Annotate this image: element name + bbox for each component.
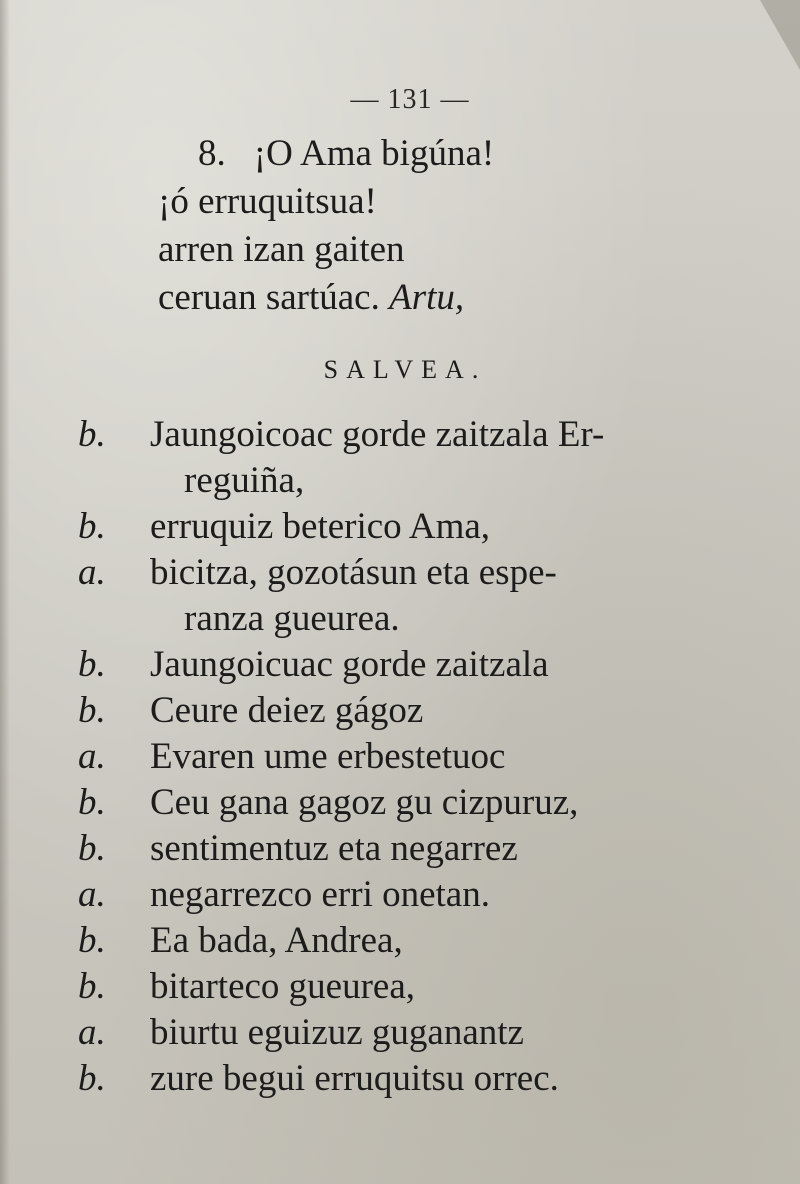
section-title: SALVEA. — [323, 355, 487, 384]
line-text: sentimentuz eta negarrez — [150, 828, 518, 869]
page-corner-fold — [760, 0, 800, 70]
verse-8-line-4 — [158, 274, 494, 322]
prayer-line — [78, 642, 778, 688]
verse-8-line-2: ¡ó erruquitsua! — [158, 181, 377, 222]
prayer-line-continuation — [78, 458, 778, 504]
prayer-line — [78, 550, 778, 596]
line-marker: b. — [78, 828, 106, 869]
prayer-line — [78, 964, 778, 1010]
prayer-line — [78, 780, 778, 826]
line-marker: b. — [78, 1058, 106, 1099]
line-text: zure begui erruquitsu orrec. — [150, 1058, 559, 1099]
prayer-line — [78, 918, 778, 964]
prayer-line — [78, 1056, 778, 1102]
line-text: negarrezco erri onetan. — [150, 874, 490, 915]
line-marker: b. — [78, 966, 106, 1007]
verse-8-line-1 — [158, 130, 494, 178]
verse-italic-ending: Artu, — [389, 277, 465, 318]
line-marker: b. — [78, 782, 106, 823]
line-text: ranza gueurea. — [184, 598, 400, 639]
prayer-line-continuation — [78, 596, 778, 642]
line-text: Evaren ume erbestetuoc — [150, 736, 506, 777]
verse-line-text: ¡O Ama bigúna! — [253, 133, 495, 174]
line-text: Ceu gana gagoz gu cizpuruz, — [150, 782, 579, 823]
prayer-line — [78, 688, 778, 734]
line-text: bitarteco gueurea, — [150, 966, 416, 1007]
line-text: Ea bada, Andrea, — [150, 920, 403, 961]
prayer-line — [78, 412, 778, 458]
line-marker: b. — [78, 920, 106, 961]
prayer-line — [78, 826, 778, 872]
line-marker: a. — [78, 736, 106, 777]
verse-8-line-3: arren izan gaiten — [158, 229, 405, 270]
line-text: bicitza, gozotásun eta espe- — [150, 552, 557, 593]
line-text — [150, 412, 678, 458]
line-text: erruquiz beterico Ama, — [150, 506, 491, 547]
line-text: Ceure deiez gágoz — [150, 690, 424, 731]
page-edge-shadow — [0, 0, 10, 1184]
prayer-line — [78, 872, 778, 918]
page-number: — 131 — — [350, 84, 470, 115]
verse-number: 8. — [198, 133, 226, 174]
line-marker: b. — [78, 414, 106, 455]
line-marker: a. — [78, 874, 106, 915]
line-text: reguiña, — [184, 460, 305, 501]
line-text: biurtu eguizuz guganantz — [150, 1012, 524, 1053]
verse-line-text: ceruan sartúac. — [158, 277, 380, 318]
prayer-line — [78, 504, 778, 550]
line-marker: b. — [78, 690, 106, 731]
line-marker: a. — [78, 552, 106, 593]
line-text-content: Jaungoicoac gorde zaitzala Er- — [150, 414, 605, 455]
line-marker: a. — [78, 1012, 106, 1053]
line-text: Jaungoicuac gorde zaitzala — [150, 644, 549, 685]
verse-8 — [158, 130, 494, 322]
line-marker: b. — [78, 506, 106, 547]
salvea-prayer — [78, 412, 778, 1102]
line-marker: b. — [78, 644, 106, 685]
prayer-line — [78, 734, 778, 780]
prayer-line — [78, 1010, 778, 1056]
